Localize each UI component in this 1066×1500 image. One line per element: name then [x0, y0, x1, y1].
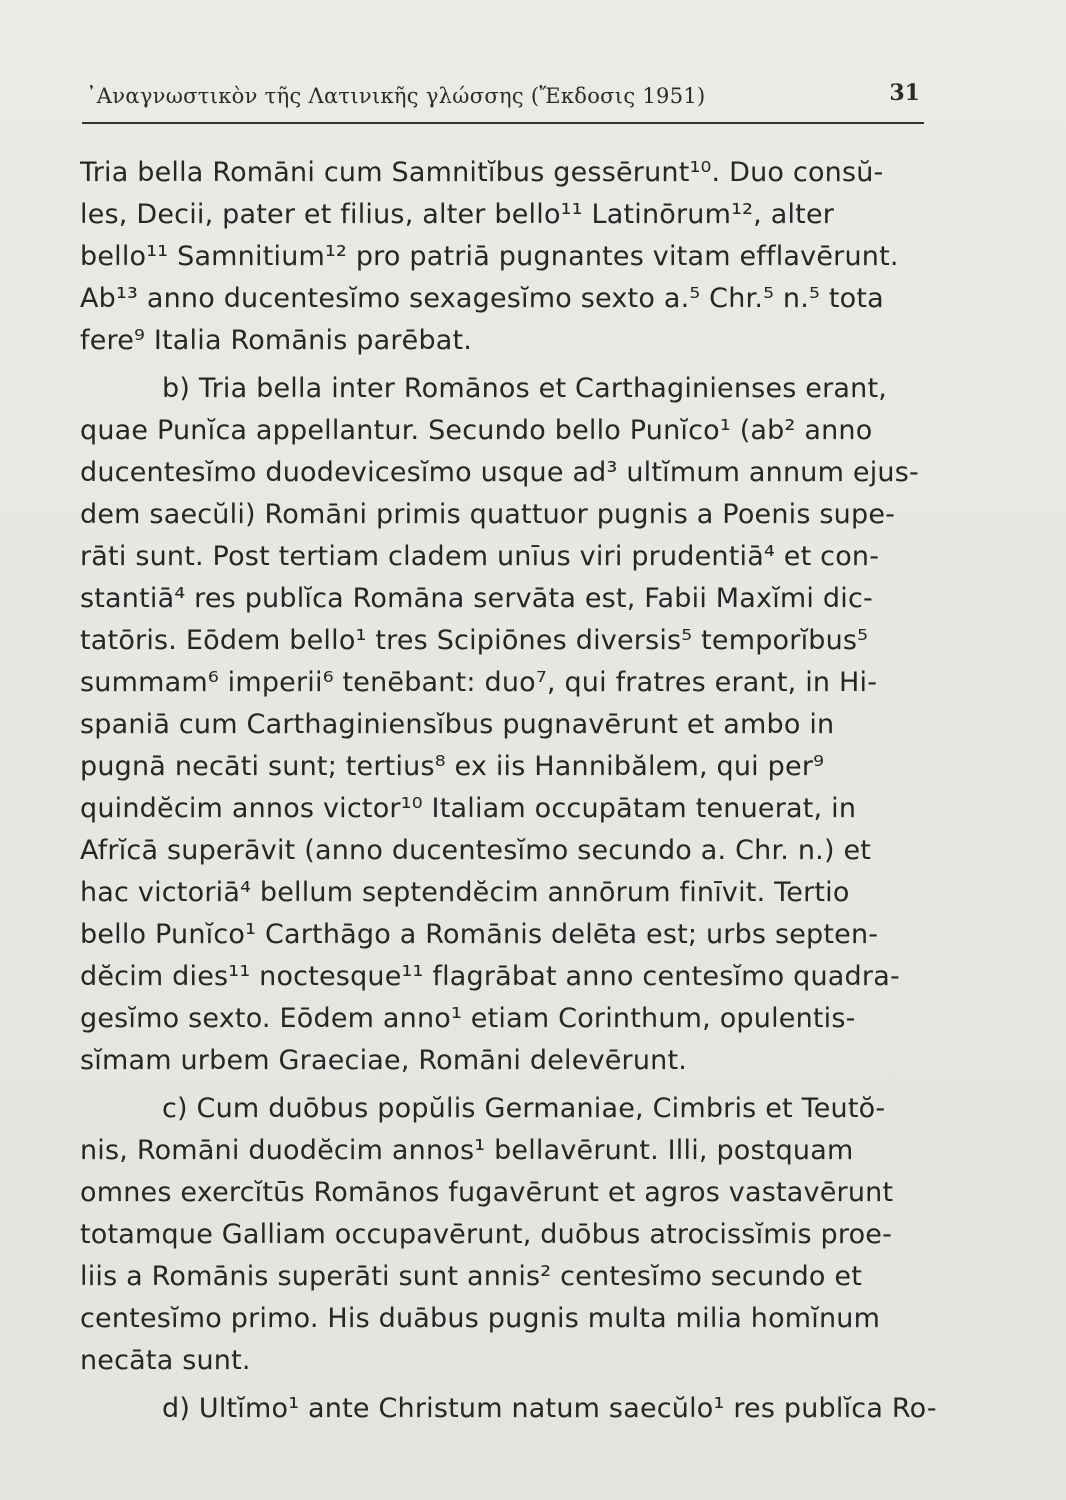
- text-line: stantiā⁴ res publĭca Romāna servāta est, Fabii Maxĭmi dic-: [80, 583, 873, 614]
- text-line: omnes exercĭtūs Romānos fugavērunt et agros vastavērunt: [80, 1177, 894, 1208]
- text-line: pugnā necāti sunt; tertius⁸ ex iis Hannibălem, qui per⁹: [80, 751, 825, 782]
- running-header: [86, 80, 920, 110]
- text-line: nis, Romāni duodĕcim annos¹ bellavērunt. Illi, postquam: [80, 1135, 854, 1166]
- text-line: spaniā cum Carthaginiensĭbus pugnavērunt et ambo in: [80, 709, 835, 740]
- text-line: c) Cum duōbus popŭlis Germaniae, Cimbris et Teutŏ-: [162, 1093, 886, 1124]
- text-line: gesĭmo sexto. Eōdem anno¹ etiam Corinthum, opulentis-: [80, 1003, 856, 1034]
- text-line: ducentesĭmo duodevicesĭmo usque ad³ ultĭmum annum ejus-: [80, 457, 919, 488]
- text-line: rāti sunt. Post tertiam cladem unīus viri prudentiā⁴ et con-: [80, 541, 880, 572]
- paragraph-a: [80, 152, 920, 362]
- text-line: fere⁹ Italia Romānis parēbat.: [80, 325, 473, 356]
- text-line: summam⁶ imperii⁶ tenēbant: duo⁷, qui fratres erant, in Hi-: [80, 667, 878, 698]
- paragraph-c: [80, 1088, 920, 1382]
- text-line: hac victoriā⁴ bellum septendĕcim annōrum finīvit. Tertio: [80, 877, 850, 908]
- text-line: quindĕcim annos victor¹⁰ Italiam occupātam tenuerat, in: [80, 793, 857, 824]
- text-line: tatōris. Eōdem bello¹ tres Scipiōnes diversis⁵ temporĭbus⁵: [80, 625, 869, 656]
- text-line: Afrĭcā superāvit (anno ducentesĭmo secundo a. Chr. n.) et: [80, 835, 872, 866]
- paragraph-b: [80, 368, 920, 1082]
- text-line: d) Ultĭmo¹ ante Christum natum saecŭlo¹ res publĭca Ro-: [162, 1393, 937, 1424]
- text-line: liis a Romānis superāti sunt annis² centesĭmo secundo et: [80, 1261, 863, 1292]
- text-line: centesĭmo primo. His duābus pugnis multa milia homĭnum: [80, 1303, 881, 1334]
- text-line: bello¹¹ Samnitium¹² pro patriā pugnantes vitam efflavērunt.: [80, 241, 899, 272]
- text-line: sĭmam urbem Graeciae, Romāni delevērunt.: [80, 1045, 688, 1076]
- text-line: dem saecŭli) Romāni primis quattuor pugnis a Poenis supe-: [80, 499, 896, 530]
- text-body: [80, 152, 937, 1430]
- text-line: les, Decii, pater et filius, alter bello¹¹ Latinōrum¹², alter: [80, 199, 835, 230]
- text-line: Ab¹³ anno ducentesĭmo sexagesĭmo sexto a.⁵ Chr.⁵ n.⁵ tota: [80, 283, 884, 314]
- text-line: totamque Galliam occupavērunt, duōbus atrocissĭmis proe-: [80, 1219, 893, 1250]
- page-number: 31: [889, 80, 920, 106]
- text-line: necāta sunt.: [80, 1345, 251, 1376]
- text-line: bello Punĭco¹ Carthāgo a Romānis delēta est; urbs septen-: [80, 919, 879, 950]
- text-line: dĕcim dies¹¹ noctesque¹¹ flagrābat anno centesĭmo quadra-: [80, 961, 900, 992]
- text-line: b) Tria bella inter Romānos et Carthaginienses erant,: [162, 373, 888, 404]
- header-rule: [82, 122, 924, 124]
- text-line: Tria bella Romāni cum Samnitĭbus gessērunt¹⁰. Duo consŭ-: [80, 157, 884, 188]
- header-title: ᾿Αναγνωστικὸν τῆς Λατινικῆς γλώσσης (Ἔκδοσις 1951): [86, 84, 706, 108]
- text-line: quae Punĭca appellantur. Secundo bello Punĭco¹ (ab² anno: [80, 415, 873, 446]
- paragraph-d: [80, 1388, 937, 1430]
